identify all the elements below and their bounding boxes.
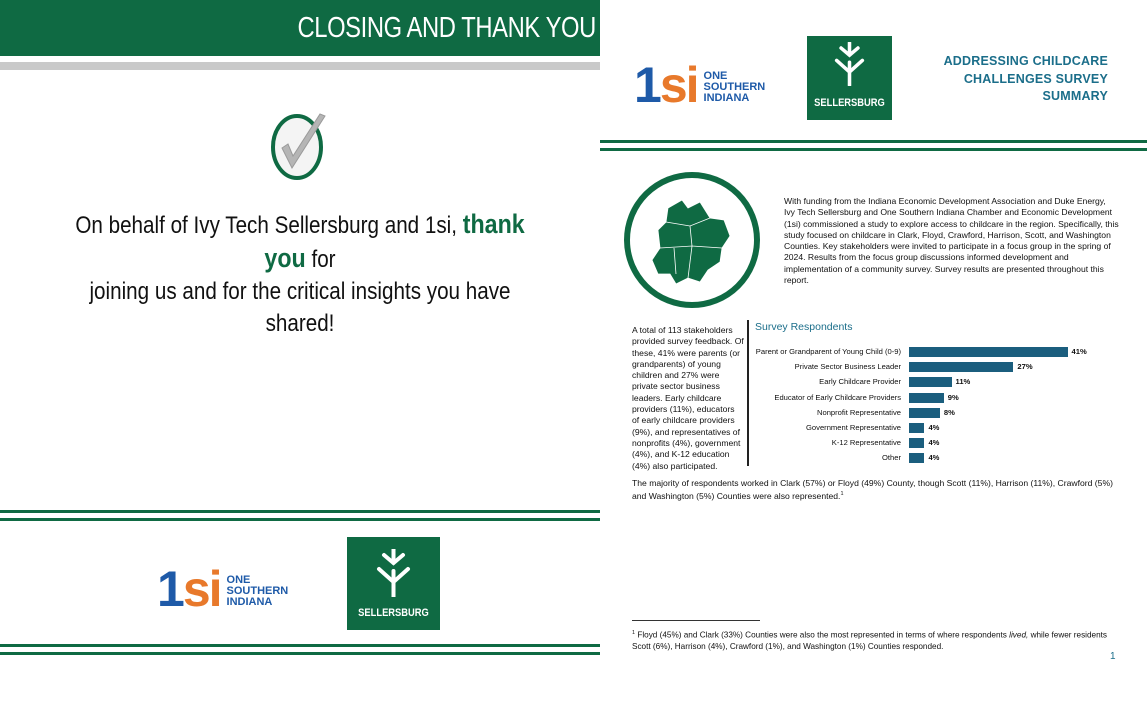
thank-you-message <box>59 208 541 340</box>
chart-category-label: Government Representative <box>806 423 901 432</box>
chart-bar <box>909 423 924 433</box>
thanks-line2: joining us and for the critical insights you have shared! <box>89 278 511 337</box>
chart-value-label: 41% <box>1071 347 1087 356</box>
report-page <box>600 0 1147 708</box>
chart-category-label: Nonprofit Representative <box>817 407 901 417</box>
chart-category-label: K-12 Representative <box>831 438 901 448</box>
chart-value-label: 8% <box>943 407 955 417</box>
intro-paragraph: With funding from the Indiana Economic Development Association and Duke Energy, Ivy Tech Sellersburg and One Southern Indiana Chamber and Economic Development (1si) commissioned a study to explore access to childcare in the region. Specifically, this study focused on childcare in Clark, Floyd, Crawford, Harrison, Scott, and Washington Counties. Key stakeholders were invited to participate in a focus group in the spring of 2024. Results from the focus group discussions informed development and implementation of a community survey. Survey results are presented throughout this report. <box>784 196 1119 286</box>
chart-row <box>755 422 1115 434</box>
chart-bar <box>909 438 924 448</box>
chart-row <box>755 452 1115 464</box>
chart-category-label: Private Sector Business Leader <box>794 362 901 372</box>
majority-paragraph: The majority of respondents worked in Clark (57%) or Floyd (49%) County, though Scott (11%), Harrison (11%), Crawford (5%) and Washington (5%) Counties were also represented.$^1$ <box>632 478 1113 502</box>
grey-divider <box>0 62 600 70</box>
region-map <box>624 172 760 308</box>
sellersburg-label-report: SELLERSBURG <box>814 97 885 109</box>
checkmark-icon <box>270 110 328 182</box>
chart-bar <box>909 362 1013 372</box>
chart-category-label: Educator of Early Childcare Providers <box>774 392 901 402</box>
chart-value-label: 4% <box>928 453 940 463</box>
footnote: $^1$ Floyd (45%) and Clark (33%) Counties were also the most represented in terms of where respondents lived, while fewer residents Scott (6%), Harrison (4%), Crawford (1%), and Washington (1%) Counties responded. <box>632 630 1108 652</box>
one-southern-indiana-logo-report: 1si ONE SOUTHERN INDIANA <box>634 57 766 113</box>
chart-bar <box>909 377 952 387</box>
chart-bar <box>909 347 1068 357</box>
closing-banner <box>0 0 600 56</box>
one-southern-indiana-logo: 1si ONE SOUTHERN INDIANA <box>157 561 289 617</box>
chart-row <box>755 392 1115 404</box>
green-double-rule-bottom <box>0 644 600 656</box>
thanks-bold: thank you <box>264 209 525 273</box>
chart-bar <box>909 453 924 463</box>
chart-row <box>755 346 1115 358</box>
sellersburg-label: SELLERSBURG <box>358 607 429 619</box>
chart-value-label: 11% <box>955 377 971 387</box>
closing-title: CLOSING AND THANK YOU <box>297 12 596 44</box>
chart-value-label: 27% <box>1017 362 1033 372</box>
page-number: 1 <box>1110 651 1116 662</box>
chart-row <box>755 407 1115 419</box>
chart-bar <box>909 393 944 403</box>
chart-row <box>755 376 1115 388</box>
ivy-leaf-icon <box>834 42 865 86</box>
chart-category-label: Other <box>882 453 901 463</box>
chart-value-label: 4% <box>928 438 940 448</box>
respondent-summary: A total of 113 stakeholders provided survey feedback. Of these, 41% were parents (or grandparents) of young children and 27% were private sector business leaders. Early childcare providers (11%), educators of early childcare providers (9%), and representatives of nonprofits (4%), government (4%), and K-12 education (4%) also participated. <box>632 325 744 471</box>
chart-row <box>755 437 1115 449</box>
chart-divider <box>747 320 749 466</box>
chart-value-label: 4% <box>928 423 940 432</box>
sellersburg-logo <box>347 537 440 630</box>
chart-bar <box>909 408 940 418</box>
chart-category-label: Early Childcare Provider <box>819 377 901 387</box>
report-header-rule <box>600 140 1147 152</box>
chart-value-label: 9% <box>947 392 959 402</box>
report-title: ADDRESSING CHILDCARE CHALLENGES SURVEY SUMMARY <box>943 54 1108 103</box>
thanks-part2: for <box>311 246 336 273</box>
ivy-leaf-icon <box>376 549 411 597</box>
thanks-part1: On behalf of Ivy Tech Sellersburg and 1si, <box>75 212 458 239</box>
green-double-rule-top <box>0 510 600 522</box>
chart-category-label: Parent or Grandparent of Young Child (0-9) <box>755 347 901 356</box>
chart-row <box>755 361 1115 373</box>
sellersburg-logo-report <box>807 36 892 120</box>
chart-title: Survey Respondents <box>755 321 853 333</box>
county-map-icon <box>630 178 754 302</box>
footnote-rule <box>632 620 760 621</box>
